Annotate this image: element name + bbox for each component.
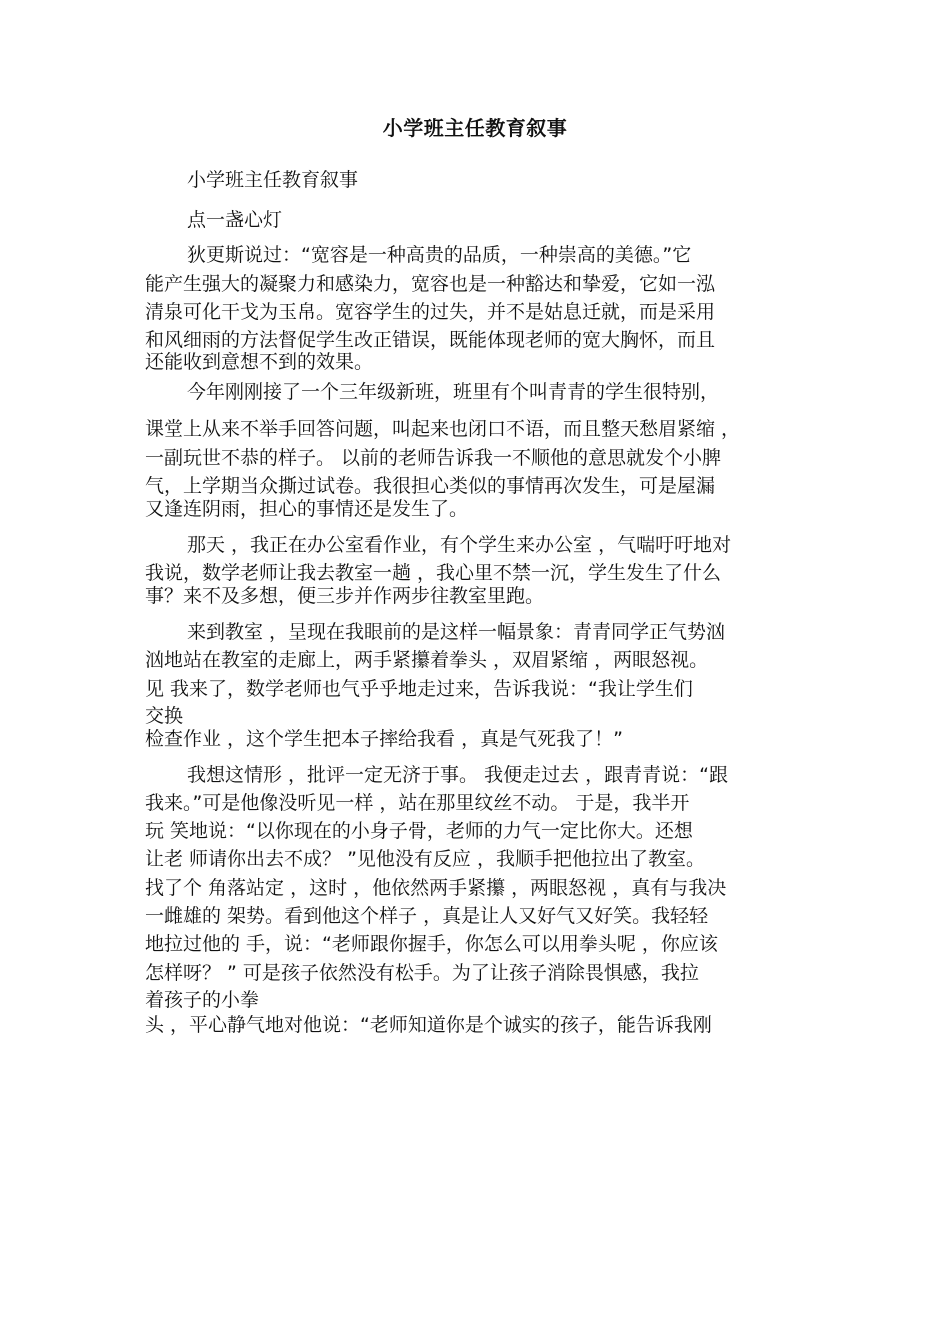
paragraph-line: 玩 笑地说：“以你现在的小身子骨，老师的力气一定比你大。还想 xyxy=(145,820,693,842)
paragraph-line: 着孩子的小拳 xyxy=(145,989,260,1011)
document-title: 小学班主任教育叙事 xyxy=(382,116,568,140)
paragraph-line: 头 ，平心静气地对他说：“老师知道你是个诚实的孩子，能告诉我刚 xyxy=(145,1014,712,1036)
paragraph-line: 又逢连阴雨，担心的事情还是发生了。 xyxy=(145,498,469,520)
paragraph-line: 见 我来了，数学老师也气乎乎地走过来，告诉我说：“我让学生们 xyxy=(145,678,693,700)
paragraph-line: 交换 xyxy=(145,705,184,727)
paragraph-line: 我说，数学老师让我去教室一趟 ，我心里不禁一沉，学生发生了什么 xyxy=(145,562,722,584)
paragraph-line: 课堂上从来不举手回答问题，叫起来也闭口不语，而且整天愁眉紧缩 ， xyxy=(145,418,741,440)
section-heading: 点一盏心灯 xyxy=(187,209,283,231)
paragraph-line: 检查作业 ，这个学生把本子摔给我看 ，真是气死我了！” xyxy=(145,728,623,750)
paragraph-line: 清泉可化干戈为玉帛。宽容学生的过失，并不是姑息迁就，而是采用 xyxy=(145,301,716,323)
paragraph-line: 来到教室 ，呈现在我眼前的是这样一幅景象：青青同学正气势汹 xyxy=(187,621,726,643)
paragraph-line: 和风细雨的方法督促学生改正错误，既能体现老师的宽大胸怀，而且 xyxy=(145,329,716,351)
paragraph-line: 怎样呀？ ” 可是孩子依然没有松手。为了让孩子消除畏惧感，我拉 xyxy=(145,962,699,984)
paragraph-line: 汹地站在教室的走廊上，两手紧攥着拳头 ，双眉紧缩 ，两眼怒视。 xyxy=(145,649,709,671)
paragraph-line: 今年刚刚接了一个三年级新班，班里有个叫青青的学生很特别， xyxy=(187,381,720,403)
paragraph-line: 让老 师请你出去不成？ ”见他没有反应 ，我顺手把他拉出了教室。 xyxy=(145,848,705,870)
paragraph-line: 那天 ，我正在办公室看作业，有个学生来办公室 ，气喘吁吁地对 xyxy=(187,534,732,556)
paragraph-line: 事？来不及多想，便三步并作两步往教室里跑。 xyxy=(145,585,545,607)
paragraph-line: 我来。”可是他像没听见一样 ，站在那里纹丝不动。 于是，我半开 xyxy=(145,792,690,814)
paragraph-line: 我想这情形 ，批评一定无济于事。 我便走过去 ，跟青青说：“跟 xyxy=(187,764,728,786)
paragraph-line: 还能收到意想不到的效果。 xyxy=(145,351,374,373)
paragraph-line: 一副玩世不恭的样子。 以前的老师告诉我一不顺他的意思就发个小脾 xyxy=(145,447,722,469)
paragraph-line: 能产生强大的凝聚力和感染力，宽容也是一种豁达和挚爱，它如一泓 xyxy=(145,273,716,295)
subtitle-line: 小学班主任教育叙事 xyxy=(187,169,359,191)
paragraph-line: 找了个 角落站定 ，这时 ，他依然两手紧攥 ，两眼怒视 ，真有与我决 xyxy=(145,877,727,899)
paragraph-line: 地拉过他的 手，说：“老师跟你握手，你怎么可以用拳头呢 ，你应该 xyxy=(145,933,718,955)
paragraph-line: 一雌雄的 架势。看到他这个样子 ，真是让人又好气又好笑。我轻轻 xyxy=(145,905,709,927)
paragraph-line: 狄更斯说过：“宽容是一种高贵的品质，一种崇高的美德。”它 xyxy=(187,244,692,266)
paragraph-line: 气，上学期当众撕过试卷。我很担心类似的事情再次发生，可是屋漏 xyxy=(145,475,716,497)
